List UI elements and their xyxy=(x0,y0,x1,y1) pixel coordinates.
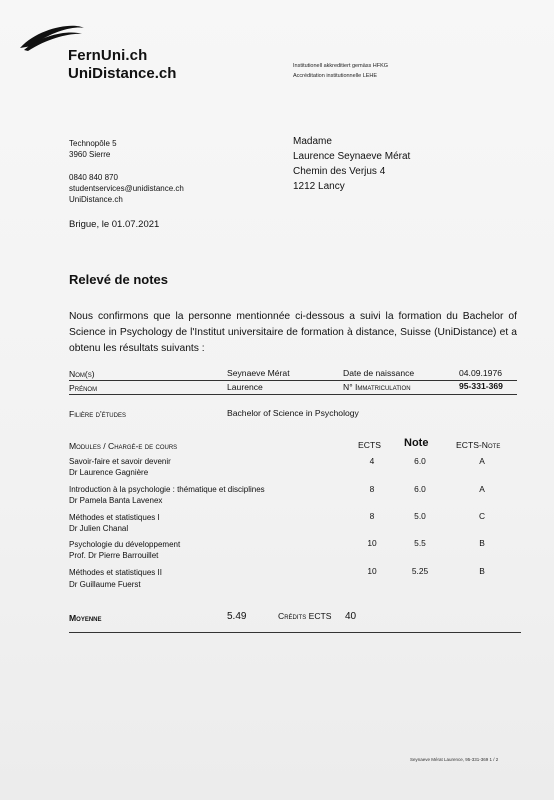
dob-value: 04.09.1976 xyxy=(459,368,503,378)
module-ects: 4 xyxy=(369,456,375,466)
divider-line xyxy=(69,632,521,633)
matricule-value: 95-331-369 xyxy=(459,381,503,391)
recipient-salutation: Madame xyxy=(293,136,332,147)
prenom-label: Prénom xyxy=(69,383,98,393)
column-header-module: Modules / Chargé-e de cours xyxy=(69,441,178,451)
moyenne-value: 5.49 xyxy=(227,611,247,622)
column-header-ects: ECTS xyxy=(358,440,381,450)
document-title: Relevé de notes xyxy=(69,272,168,287)
module-teacher: Dr Pamela Banta Lavenex xyxy=(69,496,163,505)
matricule-label: N° Immatriculation xyxy=(343,382,411,392)
sender-web: UniDistance.ch xyxy=(69,195,123,204)
module-ects: 10 xyxy=(367,538,377,548)
module-ects: 8 xyxy=(369,511,375,521)
module-ects: 10 xyxy=(367,566,377,576)
module-grade: A xyxy=(479,456,485,466)
column-header-ects-note: ECTS-Note xyxy=(456,440,501,450)
column-header-note: Note xyxy=(404,437,429,449)
recipient-name: Laurence Seynaeve Mérat xyxy=(293,151,411,162)
accreditation-de: Institutionell akkreditiert gemäss HFKG xyxy=(293,63,389,69)
module-note: 6.0 xyxy=(414,484,426,494)
page-footer: Seynaeve Mérat Laurence, 95-331-369 1 / 2 xyxy=(410,757,499,762)
sender-email: studentservices@unidistance.ch xyxy=(69,184,184,193)
filiere-value: Bachelor of Science in Psychology xyxy=(227,408,359,418)
accreditation-fr: Accréditation institutionnelle LEHE xyxy=(293,73,378,79)
nom-label: Nom(s) xyxy=(69,369,95,379)
module-note: 5.5 xyxy=(414,538,426,548)
module-teacher: Dr Laurence Gagnière xyxy=(69,468,149,477)
module-name: Savoir-faire et savoir devenir xyxy=(69,457,171,466)
module-note: 5.25 xyxy=(411,566,429,576)
credits-value: 40 xyxy=(345,611,357,622)
module-ects: 8 xyxy=(369,484,375,494)
module-grade: C xyxy=(478,511,486,521)
date-line: Brigue, le 01.07.2021 xyxy=(69,219,160,230)
credits-label: Crédits ECTS xyxy=(278,611,332,621)
sender-street: Technopôle 5 xyxy=(69,139,117,148)
intro-paragraph: Nous confirmons que la personne mentionnée ci-dessous a suivi la formation du Bachelor of Science in Psychology de l'Institut universitaire de formation à distance, Suisse (UniDistance) et a obtenu les résultats suivants : xyxy=(69,311,517,354)
nom-value: Seynaeve Mérat xyxy=(227,368,290,378)
recipient-city: 1212 Lancy xyxy=(293,181,345,192)
module-name: Introduction à la psychologie : thématique et disciplines xyxy=(69,485,265,494)
filiere-label: Filière d'études xyxy=(69,409,126,419)
sender-city: 3960 Sierre xyxy=(69,150,111,159)
module-teacher: Prof. Dr Pierre Barrouillet xyxy=(69,551,159,560)
module-name: Méthodes et statistiques I xyxy=(69,513,160,522)
module-grade: B xyxy=(479,538,485,548)
divider-line xyxy=(69,394,517,395)
module-note: 5.0 xyxy=(414,511,426,521)
brand-fernuni: FernUni.ch xyxy=(68,47,148,64)
brand-unidistance: UniDistance.ch xyxy=(68,65,177,82)
module-name: Psychologie du développement xyxy=(69,540,181,549)
moyenne-label: Moyenne xyxy=(69,613,102,623)
divider-line xyxy=(69,380,517,381)
module-teacher: Dr Guillaume Fuerst xyxy=(69,580,141,589)
module-teacher: Dr Julien Chanal xyxy=(69,524,129,533)
module-grade: B xyxy=(479,566,485,576)
prenom-value: Laurence xyxy=(227,382,263,392)
recipient-street: Chemin des Verjus 4 xyxy=(293,166,386,177)
module-name: Méthodes et statistiques II xyxy=(69,568,162,577)
sender-phone: 0840 840 870 xyxy=(69,173,118,182)
module-note: 6.0 xyxy=(414,456,426,466)
module-grade: A xyxy=(479,484,485,494)
dob-label: Date de naissance xyxy=(343,368,415,378)
